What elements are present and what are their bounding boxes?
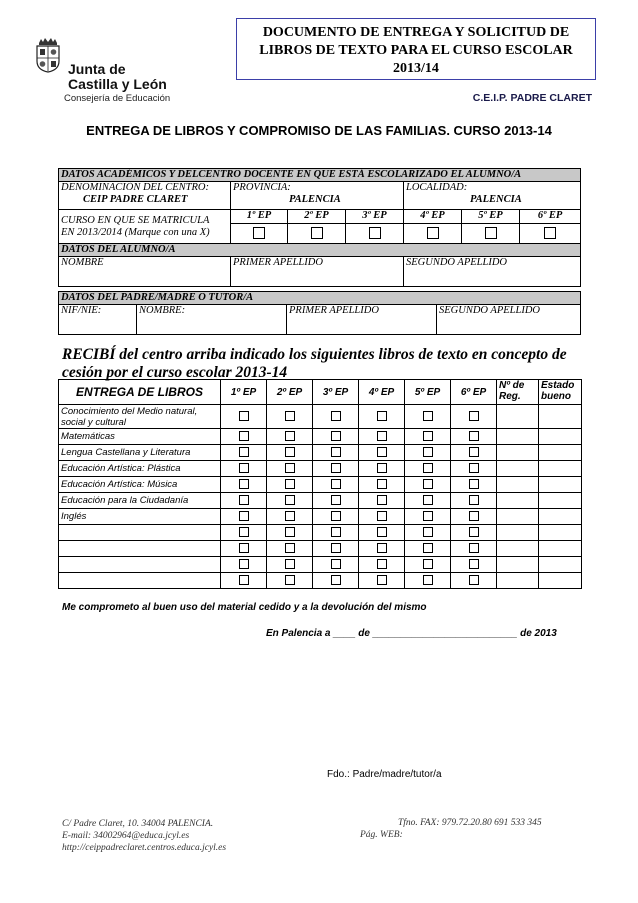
book-grade-checkbox[interactable] [285,527,295,537]
book-grade-checkbox[interactable] [377,559,387,569]
book-grade-checkbox[interactable] [469,543,479,553]
book-grade-checkbox[interactable] [285,431,295,441]
subject-name: Educación para la Ciudadanía [59,493,221,509]
book-grade-checkbox[interactable] [331,463,341,473]
alumno-nombre-field[interactable]: NOMBRE [59,257,231,287]
compromiso-text: Me comprometo al buen uso del material cedido y a la devolución del mismo [62,602,427,613]
grade-checkbox-4[interactable] [427,227,439,239]
libros-grade-header: 4º EP [359,380,405,405]
book-grade-checkbox[interactable] [239,479,249,489]
book-grade-checkbox[interactable] [331,511,341,521]
fecha-line[interactable]: En Palencia a ____ de __________________________ de 2013 [266,628,557,639]
book-grade-checkbox[interactable] [331,495,341,505]
reg-number-cell[interactable] [497,541,539,557]
school-name: C.E.I.P. PADRE CLARET [472,92,592,104]
book-grade-checkbox[interactable] [239,559,249,569]
book-grade-checkbox[interactable] [423,447,433,457]
book-grade-checkbox[interactable] [423,559,433,569]
footer-phone: Tfno. FAX: 979.72.20.80 691 533 345 [398,818,542,828]
book-grade-checkbox[interactable] [423,527,433,537]
book-grade-checkbox[interactable] [239,543,249,553]
book-grade-checkbox[interactable] [423,411,433,421]
book-grade-checkbox[interactable] [285,543,295,553]
subject-name [59,573,221,589]
denominacion-value: CEIP PADRE CLARET [83,194,188,205]
book-grade-checkbox[interactable] [469,559,479,569]
document-title-box [236,18,596,80]
subject-name: Conocimiento del Medio natural, social y cultural [59,405,221,429]
alumno-apellido2-field[interactable]: SEGUNDO APELLIDO [404,257,581,287]
provincia-value: PALENCIA [289,194,341,205]
grade-header: 4º EP [404,210,462,224]
reg-number-cell[interactable] [497,445,539,461]
libros-title: ENTREGA DE LIBROS [59,380,221,405]
firma-label: Fdo.: Padre/madre/tutor/a [327,769,442,780]
book-grade-checkbox[interactable] [239,575,249,585]
book-grade-checkbox[interactable] [285,559,295,569]
footer-web[interactable]: http://ceippadreclaret.centros.educa.jcyl.es [62,843,227,853]
subject-name: Educación Artística: Música [59,477,221,493]
subject-name: Lengua Castellana y Literatura [59,445,221,461]
book-row [59,461,582,477]
estado-cell[interactable] [539,509,582,525]
book-grade-checkbox[interactable] [469,495,479,505]
book-grade-checkbox[interactable] [331,411,341,421]
book-grade-checkbox[interactable] [423,575,433,585]
tutor-table [58,291,581,335]
book-row [59,429,582,445]
tutor-apellido1-field[interactable]: PRIMER APELLIDO [287,305,437,335]
denominacion-label: DENOMINACIÓN DEL CENTRO: [61,182,209,193]
grade-checkbox-6[interactable] [544,227,556,239]
estado-cell[interactable] [539,461,582,477]
curso-label-1: CURSO EN QUE SE MATRICULA [61,214,210,226]
reg-number-cell[interactable] [497,405,539,429]
book-grade-checkbox[interactable] [239,463,249,473]
book-grade-checkbox[interactable] [469,431,479,441]
book-grade-checkbox[interactable] [469,575,479,585]
book-grade-checkbox[interactable] [377,479,387,489]
book-grade-checkbox[interactable] [239,511,249,521]
book-row [59,541,582,557]
subject-name: Inglés [59,509,221,525]
book-row [59,445,582,461]
book-grade-checkbox[interactable] [377,527,387,537]
localidad-cell [404,182,581,210]
estado-cell[interactable] [539,429,582,445]
logo-line-1: Junta de [68,61,126,77]
subject-name [59,541,221,557]
book-grade-checkbox[interactable] [331,447,341,457]
book-grade-checkbox[interactable] [377,411,387,421]
book-grade-checkbox[interactable] [239,411,249,421]
localidad-value: PALENCIA [470,194,522,205]
book-row [59,573,582,589]
book-row [59,477,582,493]
grade-header: 5º EP [462,210,520,224]
provincia-label: PROVINCIA: [233,182,291,193]
book-grade-checkbox[interactable] [423,479,433,489]
document-title-line-2: LIBROS DE TEXTO PARA EL CURSO ESCOLAR [259,43,573,58]
grade-header: 6º EP [520,210,581,224]
book-grade-checkbox[interactable] [285,575,295,585]
book-grade-checkbox[interactable] [377,431,387,441]
book-row [59,525,582,541]
estado-cell[interactable] [539,541,582,557]
grade-checkbox-1[interactable] [253,227,265,239]
book-grade-checkbox[interactable] [377,543,387,553]
book-grade-checkbox[interactable] [239,527,249,537]
book-row [59,557,582,573]
reg-number-cell[interactable] [497,477,539,493]
libros-table [58,379,582,589]
coat-of-arms-icon [33,37,63,73]
reg-number-cell[interactable] [497,461,539,477]
book-grade-checkbox[interactable] [423,463,433,473]
estado-cell[interactable] [539,405,582,429]
book-grade-checkbox[interactable] [423,511,433,521]
book-grade-checkbox[interactable] [285,411,295,421]
estado-header: Estado bueno [539,380,582,405]
book-grade-checkbox[interactable] [469,527,479,537]
footer-pag-web: Pág. WEB: [360,830,403,840]
book-grade-checkbox[interactable] [331,479,341,489]
tutor-apellido2-field[interactable]: SEGUNDO APELLIDO [437,305,581,335]
grade-checkbox-2[interactable] [311,227,323,239]
document-title-line-1: DOCUMENTO DE ENTREGA Y SOLICITUD DE [262,25,570,40]
grade-header: 2º EP [288,210,346,224]
curso-label-2: EN 2013/2014 (Marque con una X) [61,226,210,238]
book-grade-checkbox[interactable] [331,527,341,537]
reg-number-cell[interactable] [497,557,539,573]
book-grade-checkbox[interactable] [377,495,387,505]
footer-email[interactable]: E-mail: 34002964@educa.jcyl.es [62,831,190,841]
estado-cell[interactable] [539,525,582,541]
subject-name: Educación Artística: Plástica [59,461,221,477]
reg-header: Nº de Reg. [497,380,539,405]
book-grade-checkbox[interactable] [469,463,479,473]
document-title-line-3: 2013/14 [393,61,439,76]
book-grade-checkbox[interactable] [239,431,249,441]
tutor-nif-field[interactable]: NIF/NIE: [59,305,137,335]
book-row [59,405,582,429]
book-grade-checkbox[interactable] [285,463,295,473]
book-grade-checkbox[interactable] [469,479,479,489]
recibi-statement: RECIBÍ del centro arriba indicado los siguientes libros de texto en concepto de cesión por el curso escolar 2013-14 [62,346,567,381]
book-grade-checkbox[interactable] [469,511,479,521]
estado-cell[interactable] [539,557,582,573]
book-grade-checkbox[interactable] [377,511,387,521]
book-grade-checkbox[interactable] [377,463,387,473]
estado-cell[interactable] [539,445,582,461]
consejeria-label: Consejería de Educación [64,93,171,104]
grade-header: 3º EP [346,210,404,224]
book-grade-checkbox[interactable] [331,559,341,569]
book-grade-checkbox[interactable] [285,479,295,489]
logo-line-2: Castilla y León [68,76,167,92]
book-grade-checkbox[interactable] [469,411,479,421]
denominacion-cell [59,182,231,210]
reg-number-cell[interactable] [497,573,539,589]
book-row [59,509,582,525]
reg-number-cell[interactable] [497,429,539,445]
book-grade-checkbox[interactable] [239,495,249,505]
book-grade-checkbox[interactable] [285,447,295,457]
libros-grade-header: 1º EP [221,380,267,405]
section-datos-alumno: DATOS DEL ALUMNO/A [59,244,581,257]
book-row [59,493,582,509]
book-grade-checkbox[interactable] [469,447,479,457]
reg-number-cell[interactable] [497,525,539,541]
section-datos-centro: DATOS ACADÉMICOS Y DELCENTRO DOCENTE EN QUE ESTÁ ESCOLARIZADO EL ALUMNO/A [59,169,581,182]
footer-address: C/ Padre Claret, 10. 34004 PALENCIA. [62,819,214,829]
book-grade-checkbox[interactable] [331,575,341,585]
book-grade-checkbox[interactable] [239,447,249,457]
estado-cell[interactable] [539,477,582,493]
subject-name: Matemáticas [59,429,221,445]
book-grade-checkbox[interactable] [331,543,341,553]
page-heading: ENTREGA DE LIBROS Y COMPROMISO DE LAS FAMILIAS. CURSO 2013-14 [86,123,552,138]
grade-header: 1º EP [231,210,288,224]
book-grade-checkbox[interactable] [423,431,433,441]
datos-table [58,168,581,287]
book-grade-checkbox[interactable] [285,495,295,505]
book-grade-checkbox[interactable] [377,447,387,457]
book-grade-checkbox[interactable] [285,511,295,521]
tutor-nombre-field[interactable]: NOMBRE: [137,305,287,335]
subject-name [59,525,221,541]
reg-number-cell[interactable] [497,509,539,525]
book-grade-checkbox[interactable] [331,431,341,441]
alumno-apellido1-field[interactable]: PRIMER APELLIDO [231,257,404,287]
section-datos-tutor: DATOS DEL PADRE/MADRE O TUTOR/A [59,292,581,305]
localidad-label: LOCALIDAD: [406,182,468,193]
libros-grade-header: 3º EP [313,380,359,405]
reg-number-cell[interactable] [497,493,539,509]
estado-cell[interactable] [539,493,582,509]
book-grade-checkbox[interactable] [423,543,433,553]
estado-cell[interactable] [539,573,582,589]
curso-cell [59,210,231,244]
footer-left [62,818,226,854]
grade-checkbox-3[interactable] [369,227,381,239]
book-grade-checkbox[interactable] [377,575,387,585]
subject-name [59,557,221,573]
grade-checkbox-5[interactable] [485,227,497,239]
libros-grade-header: 6º EP [451,380,497,405]
book-grade-checkbox[interactable] [423,495,433,505]
libros-grade-header: 5º EP [405,380,451,405]
libros-grade-header: 2º EP [267,380,313,405]
provincia-cell [231,182,404,210]
